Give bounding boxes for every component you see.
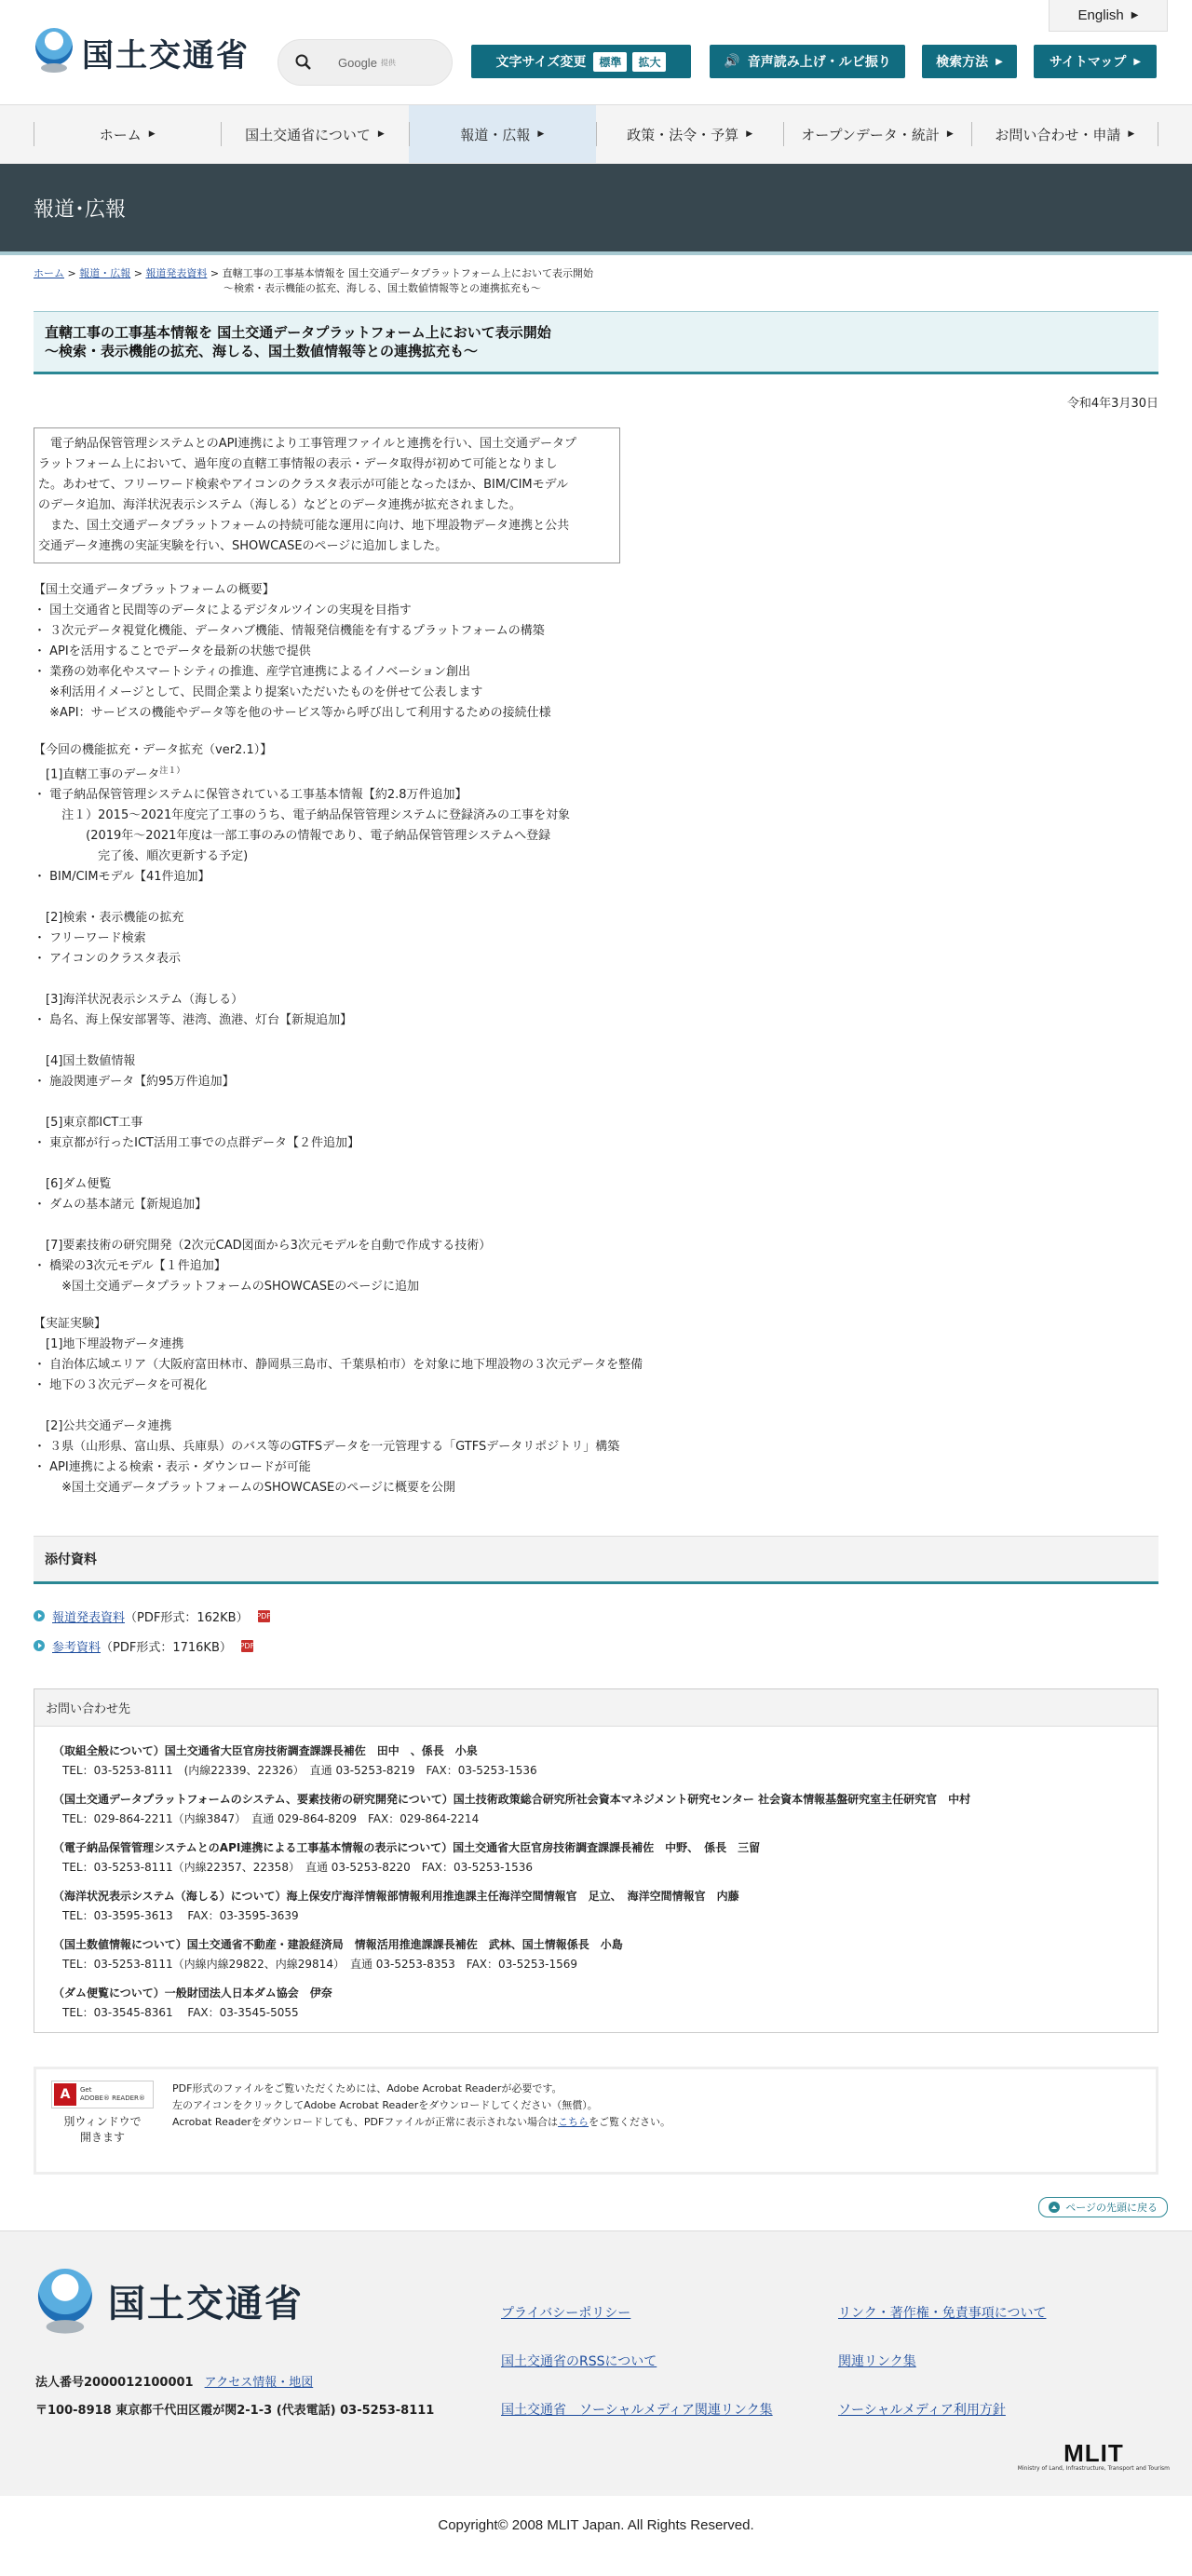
nav-item-home[interactable] (34, 105, 221, 163)
features-line (34, 969, 1158, 990)
related-links-link[interactable]: 関連リンク集 (838, 2354, 916, 2370)
nav-item-label: 政策・法令・予算 (627, 126, 739, 143)
breadcrumb-press[interactable]: 報道・広報 (79, 267, 131, 279)
features-line (34, 1215, 1158, 1236)
footer-links-col2 (838, 2289, 1046, 2434)
features-line: ・ フリーワード検索 (34, 931, 146, 946)
features-line: [5]東京都ICT工事 (34, 1116, 143, 1131)
footer-info (35, 2369, 434, 2425)
site-header (0, 0, 1192, 104)
features-title: 【今回の機能拡充・データ拡充（ver2.1）】 (34, 743, 273, 757)
experiments-section (34, 1314, 1158, 1498)
chevron-right-icon: ▶ (1133, 56, 1142, 67)
text-size-control (471, 45, 691, 78)
experiments-line: 【実証実験】 (34, 1317, 107, 1332)
rss-link[interactable]: 国土交通省のRSSについて (501, 2354, 657, 2370)
features-line: [4]国土数値情報 (34, 1054, 136, 1069)
features-item-1 (34, 761, 1158, 785)
corporate-number: 法人番号2000012100001 (35, 2376, 194, 2391)
text-size-label: 文字サイズ変更 (495, 55, 587, 70)
contact-org: （国土数値情報について）国土交通省不動産・建設経済局 情報活用推進課課長補佐 武林、国土情報係長 小島 (53, 1938, 623, 1952)
footer-logo-text: 国土交通省 (108, 2281, 304, 2325)
features-line: ・ 橋梁の3次元モデル【１件追加】 (34, 1259, 226, 1274)
overview-line: ・ 業務の効率化やスマートシティの推進、産学官連携によるイノベーション創出 (34, 665, 471, 679)
attachments-list (0, 1584, 1192, 1661)
contact-tel: TEL：03-5253-8111（内線内線29822、内線29814） 直通 03-5253-8353 FAX：03-5253-1569 (62, 1958, 578, 1972)
experiments-line: ・ API連携による検索・表示・ダウンロードが可能 (34, 1460, 311, 1475)
site-logo[interactable] (34, 28, 250, 76)
features-line: ・ 施設関連データ【約95万件追加】 (34, 1075, 235, 1090)
breadcrumb-current: 直轄工事の工事基本情報を 国土交通データプラットフォーム上において表示開始 (222, 267, 594, 279)
features-line (34, 888, 1158, 908)
pdf-icon: PDF (239, 1641, 255, 1650)
contact-org: （海洋状況表示システム（海しる）について）海上保安庁海洋情報部情報利用推進課主任海洋空間情報官 足立、 海洋空間情報官 内藤 (53, 1890, 739, 1904)
adobe-caption-1: 別ウィンドウで (63, 2115, 142, 2129)
adobe-reader-download[interactable] (51, 2081, 154, 2161)
chevron-right-icon: ▶ (996, 56, 1003, 67)
mlit-logo (1018, 2441, 1170, 2472)
footer-address: 〒100-8918 東京都千代田区霞が関2-1-3 (代表電話) 03-5253-8111 (35, 2404, 435, 2419)
summary-line: 電子納品保管管理システムとのAPI連携により工事管理ファイルと連携を行い、国土交通データプ (38, 437, 577, 451)
footnote-mark: 注１） (159, 766, 185, 776)
nav-item-press[interactable] (409, 105, 596, 163)
site-search-box[interactable] (278, 39, 453, 86)
features-line: ・ アイコンのクラスタ表示 (34, 952, 182, 967)
features-line: [3]海洋状況表示システム（海しる） (34, 993, 244, 1008)
summary-line: また、国土交通データプラットフォームの持続可能な運用に向け、地下埋設物データ連携と公共 (38, 519, 570, 533)
chevron-right-icon: ▶ (946, 129, 954, 139)
nav-item-label: ホーム (99, 126, 142, 143)
features-line: [7]要素技術の研究開発（2次元CAD図面から3次元モデルを自動で作成する技術） (34, 1239, 492, 1254)
attachment-link-reference[interactable]: 参考資料 (52, 1640, 102, 1655)
features-section (34, 740, 1158, 1297)
contact-heading: お問い合わせ先 (34, 1689, 1158, 1727)
article-headline (34, 311, 1158, 374)
text-size-large-button[interactable]: 拡大 (632, 52, 666, 72)
search-provider-label: Google (338, 55, 377, 70)
features-line: [2]検索・表示機能の拡充 (34, 911, 184, 926)
speech-ruby-label: 音声読み上げ・ルビ振り (747, 55, 891, 70)
chevron-right-icon: ▶ (148, 129, 156, 139)
nav-item-contact[interactable] (971, 105, 1158, 163)
experiments-line: ・ 地下の３次元データを可視化 (34, 1378, 208, 1393)
features-line (34, 1092, 1158, 1113)
headline-line1: 直轄工事の工事基本情報を 国土交通データプラットフォーム上において表示開始 (45, 324, 551, 341)
features-line: [6]ダム便覧 (34, 1177, 112, 1192)
features-list (34, 785, 1158, 1297)
contact-org: （取組全般について）国土交通省大臣官房技術調査課課長補佐 田中 、係長 小泉 (53, 1744, 478, 1758)
contact-org: （国土交通データプラットフォームのシステム、要素技術の研究開発について）国土技術政策総合研究所社会資本マネジメント研究センター 社会資本情報基盤研究室主任研究官 中村 (53, 1793, 971, 1807)
privacy-policy-link[interactable]: プライバシーポリシー (501, 2306, 631, 2322)
link-arrow-icon (34, 1610, 45, 1621)
english-label: English (1077, 7, 1124, 23)
overview-line: ※利活用イメージとして、民間企業より提案いただいたものを併せて公表します (34, 685, 483, 699)
speaker-icon: 🔊 (724, 54, 740, 69)
contact-tel: TEL：029-864-2211（内線3847） 直通 029-864-8209 FAX：029-864-2214 (62, 1812, 480, 1826)
ministry-emblem-icon (34, 28, 74, 76)
chevron-right-icon: ▶ (1131, 10, 1139, 20)
breadcrumb-home[interactable]: ホーム (34, 267, 64, 279)
features-line: 完了後、順次更新する予定) (34, 849, 249, 864)
summary-line: 交通データ連携の実証実験を行い、SHOWCASEのページに追加しました。 (38, 539, 448, 553)
contact-tel: TEL：03-5253-8111（内線22357、22358） 直通 03-5253-8220 FAX：03-5253-1536 (62, 1861, 534, 1875)
link-arrow-icon (34, 1640, 45, 1651)
contact-tel: TEL：03-3545-8361 FAX：03-3545-5055 (62, 2006, 299, 2020)
sitemap-button[interactable] (1034, 45, 1157, 78)
speech-ruby-button[interactable] (710, 45, 905, 78)
publish-date: 令和4年3月30日 (1066, 397, 1158, 411)
summary-line: ラットフォーム上において、過年度の直轄工事情報の表示・データ取得が初めて可能となりまし (38, 457, 558, 471)
contact-body (34, 1727, 1158, 2032)
footer-logo[interactable] (35, 2269, 304, 2339)
features-line: (2019年～2021年度は一部工事のみの情報であり、電子納品保管管理システムへ登録 (34, 829, 551, 844)
article-body (0, 427, 1192, 1498)
overview-line: ※API：サービスの機能やデータ等を他のサービス等から呼び出して利用するための接続仕様 (34, 706, 551, 720)
nav-item-label: オープンデータ・統計 (801, 126, 940, 143)
overview-line: ・ 国土交通省と民間等のデータによるデジタルツインの実現を目指す (34, 603, 412, 617)
adobe-line-3: Acrobat Readerをダウンロードしても、PDFファイルが正常に表示されない場合は (172, 2116, 559, 2129)
ministry-emblem-icon (35, 2269, 122, 2371)
mlit-logo-text: MLIT (1063, 2439, 1124, 2468)
english-button[interactable] (1049, 0, 1168, 32)
access-link[interactable]: アクセス情報・地図 (204, 2376, 314, 2391)
site-logo-text: 国土交通省 (82, 36, 250, 75)
breadcrumb: ホーム > 報道・広報 > 報道発表資料 > 直轄工事の工事基本情報を 国土交通データプラットフォーム上において表示開始 ～検索・表示機能の拡充、海しる、国土数値情報等との連携拡充も～ (0, 255, 1192, 296)
experiments-line: ・ ３県（山形県、富山県、兵庫県）のバス等のGTFSデータを一元管理する「GTFSデータリポジトリ」構築 (34, 1440, 620, 1455)
attachments-heading: 添付資料 (34, 1536, 1158, 1584)
experiments-line (34, 1396, 1158, 1417)
overview-section (34, 580, 1158, 724)
features-line: ・ ダムの基本諸元【新規追加】 (34, 1198, 208, 1213)
adobe-line-2: 左のアイコンをクリックしてAdobe Acrobat Readerをダウンロードしてください（無償）。 (172, 2099, 598, 2112)
features-line: ※国土交通データプラットフォームのSHOWCASEのページに追加 (34, 1280, 420, 1295)
text-size-normal-button[interactable]: 標準 (593, 52, 627, 72)
attachment-item (34, 1601, 1158, 1631)
adobe-notice-text (172, 2081, 670, 2161)
adobe-help-link[interactable]: こちら (558, 2116, 589, 2129)
adobe-logo-small: Get (80, 2086, 92, 2095)
features-line: ・ 東京都が行ったICT活用工事での点群データ【２件追加】 (34, 1136, 359, 1151)
features-line (34, 1031, 1158, 1051)
features-line: ・ 電子納品保管管理システムに保管されている工事基本情報【約2.8万件追加】 (34, 788, 467, 803)
footer-links-col1 (501, 2289, 773, 2434)
page-title: 報道･広報 (0, 164, 1192, 255)
site-footer (0, 2230, 1192, 2496)
chevron-right-icon: ▶ (537, 129, 545, 139)
back-to-top-label: ページの先頭に戻る (1065, 2202, 1158, 2215)
adobe-reader-logo[interactable] (51, 2081, 154, 2108)
overview-line: ・ APIを活用することでデータを最新の状態で提供 (34, 644, 311, 658)
contact-tel: TEL：03-5253-8111 (内線22339、22326） 直通 03-5253-8219 FAX：03-5253-1536 (62, 1764, 537, 1778)
contact-org: （ダム便覧について）一般財団法人日本ダム協会 伊奈 (53, 1986, 332, 2000)
adobe-reader-notice (34, 2067, 1158, 2175)
attachment-link-press[interactable]: 報道発表資料 (52, 1610, 126, 1625)
search-icon[interactable] (295, 54, 312, 71)
experiments-line: ※国土交通データプラットフォームのSHOWCASEのページに概要を公開 (34, 1481, 456, 1496)
features-line: ・ BIM/CIMモデル【41件追加】 (34, 870, 210, 885)
features-line: 注１）2015～2021年度完了工事のうち、電子納品保管管理システムに登録済みの工事を対象 (34, 808, 571, 823)
pdf-icon: PDF (256, 1611, 271, 1620)
contact-org: （電子納品保管管理システムとのAPI連携による工事基本情報の表示について）国土交通省大臣官房技術調査課課長補佐 中野、 係長 三留 (53, 1841, 761, 1855)
social-media-policy-link[interactable]: ソーシャルメディア利用方針 (838, 2403, 1006, 2419)
copyright: Copyright© 2008 MLIT Japan. All Rights Reserved. (438, 2516, 754, 2533)
nav-item-label: 報道・広報 (460, 126, 531, 143)
sitemap-label: サイトマップ (1049, 55, 1127, 70)
experiments-line: [2]公共交通データ連携 (34, 1419, 172, 1434)
back-to-top-button[interactable] (1038, 2197, 1168, 2217)
copyright-disclaimer-link[interactable]: リンク・著作権・免責事項について (838, 2306, 1047, 2322)
search-method-button[interactable] (922, 45, 1017, 78)
attachment-meta: （PDF形式：162KB） (125, 1610, 249, 1625)
features-line: ・ 島名、海上保安部署等、港湾、漁港、灯台【新規追加】 (34, 1013, 353, 1028)
features-item-1-label: [1]直轄工事のデータ (34, 767, 160, 782)
summary-line: た。あわせて、フリーワード検索やアイコンのクラスタ表示が可能となったほか、BIM/CIMモデル (38, 478, 568, 492)
search-method-label: 検索方法 (936, 55, 989, 70)
adobe-icon: A (54, 2083, 76, 2106)
contact-tel: TEL：03-3595-3613 FAX：03-3595-3639 (62, 1909, 299, 1923)
nav-item-policy[interactable] (596, 105, 783, 163)
features-line (34, 1154, 1158, 1174)
search-provider-sub: 提供 (380, 58, 396, 67)
nav-item-label: お問い合わせ・申請 (995, 126, 1121, 143)
social-media-links-link[interactable]: 国土交通省 ソーシャルメディア関連リンク集 (501, 2403, 773, 2419)
summary-box (34, 427, 620, 563)
chevron-right-icon: ▶ (1128, 129, 1135, 139)
adobe-logo-text: ADOBE® READER® (80, 2095, 145, 2103)
adobe-line-3-post: をご覧ください。 (589, 2116, 671, 2129)
attachment-meta: （PDF形式：1716KB） (101, 1640, 232, 1655)
chevron-right-icon: ▶ (746, 129, 753, 139)
breadcrumb-current-sub: ～検索・表示機能の拡充、海しる、国土数値情報等との連携拡充も～ (224, 282, 541, 294)
adobe-line-1: PDF形式のファイルをご覧いただくためには、Adobe Acrobat Readerが必要です。 (172, 2082, 562, 2095)
experiments-line: [1]地下埋設物データ連携 (34, 1337, 184, 1352)
headline-line2: ～検索・表示機能の拡充、海しる、国土数値情報等との連携拡充も～ (45, 343, 479, 359)
breadcrumb-press-releases[interactable]: 報道発表資料 (145, 267, 208, 279)
mlit-logo-sub: Ministry of Land, Infrastructure, Transport and Tourism (1017, 2465, 1170, 2473)
attachment-item (34, 1631, 1158, 1661)
arrow-up-icon (1049, 2202, 1060, 2213)
experiments-line: ・ 自治体広域エリア（大阪府富田林市、静岡県三島市、千葉県柏市）を対象に地下埋設物の３次元データを整備 (34, 1358, 643, 1373)
nav-item-opendata[interactable] (783, 105, 970, 163)
summary-line: のデータ追加、海洋状況表示システム（海しる）などとのデータ連携が拡充されました。 (38, 498, 522, 512)
overview-line: ・ ３次元データ視覚化機能、データハブ機能、情報発信機能を有するプラットフォームの構築 (34, 624, 545, 638)
overview-line: 【国土交通データプラットフォームの概要】 (34, 583, 275, 597)
nav-item-about[interactable] (221, 105, 408, 163)
contact-section (34, 1688, 1158, 2033)
adobe-caption-2: 開きます (79, 2131, 125, 2145)
global-nav (0, 104, 1192, 164)
nav-item-label: 国土交通省について (245, 126, 371, 143)
chevron-right-icon: ▶ (377, 129, 385, 139)
